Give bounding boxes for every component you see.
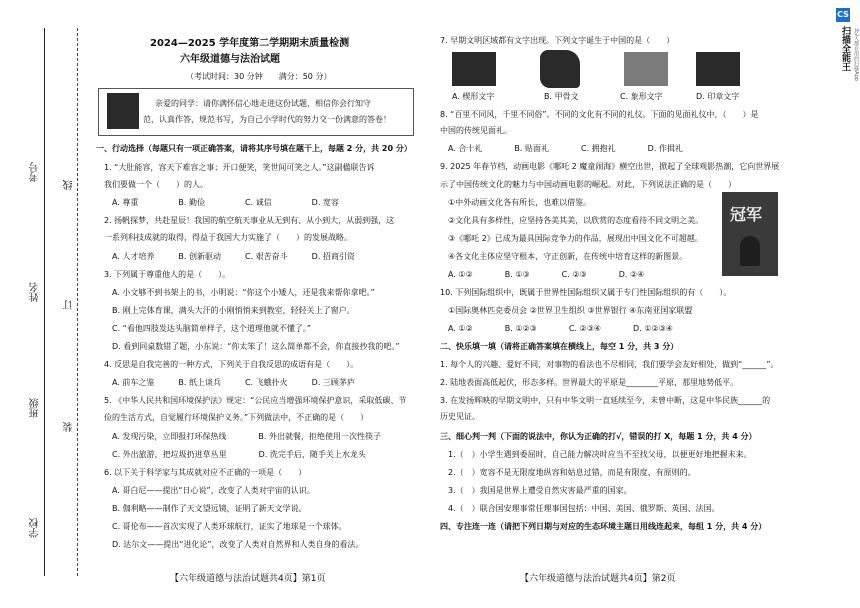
- option-label: B. 甲骨文: [544, 92, 579, 101]
- section-heading: 一、行动选择（每题只有一项正确答案，请将其序号填在题干上，每题 2 分，共 20 分）: [96, 144, 412, 153]
- option-line: A. 尊重 B. 勤俭 C. 诚信 D. 宽容: [112, 198, 339, 207]
- judge-line: 4.（ ）联合国安理事常任理事国包括：中国、美国、俄罗斯、英国、法国。: [448, 504, 720, 513]
- question-line: 历史见证。: [440, 412, 480, 421]
- question-line: 一系列科技成就的取得，得益于我国大力实施了（ ）的发展战略。: [104, 233, 352, 242]
- option-line: A. 人才培养 B. 创新驱动 C. 艰苦奋斗 D. 招商引资: [112, 252, 355, 261]
- greeting-line-1: 亲爱的同学：请你满怀信心地走进这份试题，相信你会行知守: [155, 99, 371, 108]
- exam-no-label: 考号: [30, 162, 41, 182]
- question-line: 5. 《中华人民共和国环境保护法》规定：“公民应当增强环境保护意识，采取低碳、节: [104, 396, 407, 405]
- question-line: 2. 陆地表面高低起伏，形态多样。世界最大的平原是________平原，那里地势低平。: [440, 378, 739, 387]
- exam-meta: （考试时间：30 分钟 满分：50 分）: [186, 72, 332, 81]
- section-heading: 三、细心判一判（下面的说法中，你认为正确的打√，错误的打 X，每题 1 分，共 4 分）: [440, 432, 757, 441]
- option-line: A. 小文够不到书架上的书，小明说：“你这个小矮人，还是我来帮你拿吧。”: [112, 288, 375, 297]
- section-heading: 二、快乐填一填（请将正确答案填在横线上，每空 1 分，共 3 分）: [440, 342, 679, 351]
- option-line: C. 外出旅游，把垃圾扔进草丛里 D. 洗完手后，随手关上水龙头: [112, 450, 366, 459]
- hieroglyph-image: [624, 52, 668, 86]
- binding-ding: 订: [64, 300, 75, 310]
- option-line: ②文化具有多样性，应坚持各美其美，以欣赏的态度看待不同文明之美。: [448, 216, 704, 225]
- option-line: ①中外动画文化各有所长，也难以借鉴。: [448, 198, 592, 207]
- brand-sub: 3亿人都在用的扫描App: [853, 28, 859, 81]
- option-line: B. 伽利略——制作了天文望远镜，证明了新天文学说。: [112, 504, 307, 513]
- movie-poster-image: [722, 192, 778, 276]
- binding-dashed-line: [77, 28, 78, 576]
- name-label: 姓名: [30, 282, 41, 302]
- greeting-line-2: 范，认真作答，规范书写，为自己小学时代的努力交一份满意的答卷！: [143, 115, 391, 124]
- question-line: 3. 在发扬辉映的早期文明中，只有中华文明一直延续至今，未曾中断，这是中华民族______的: [440, 396, 771, 405]
- question-line: 1. “大肚能容，容天下难容之事；开口便笑，笑世间可笑之人。”这副楹联告诉: [104, 163, 375, 172]
- seal-script-image: [696, 52, 740, 86]
- option-line: B. 刚上完体育课，满头大汗的小刚悄悄来到教室，轻轻关上了窗户。: [112, 306, 355, 315]
- question-line: 示了中国传统文化的魅力与中国动画电影的崛起。对此，下列说法正确的是（ ）: [440, 180, 736, 189]
- option-label: C. 象形文字: [620, 92, 663, 101]
- binding-xian: 线: [64, 180, 75, 190]
- question-line: 我们要做一个（ ）的人。: [104, 180, 208, 189]
- cuneiform-image: [452, 52, 496, 86]
- section-heading: 四、专注连一连（请把下列日期与对应的生态环境主题日用线连起来，每组 1 分，共 4 分）: [440, 522, 767, 531]
- question-line: 4. 反思是自我完善的一种方式，下列关于自我反思的成语有是（ ）。: [104, 360, 359, 369]
- exam-subtitle: 六年级道德与法治试题: [180, 54, 280, 65]
- option-label: A. 楔形文字: [452, 92, 495, 101]
- option-line: A. 合十礼 B. 贴面礼 C. 拥抱礼 D. 作揖礼: [448, 144, 683, 153]
- question-line: 9. 2025 年春节档，动画电影《哪吒 2 魔童闹海》横空出世，掀起了全球观影热潮，它向世界展: [440, 162, 780, 171]
- judge-line: 1.（ ）小学生遇到委屈时，自己能力解决时应当不至找父母，以便更好地把握未来。: [448, 450, 752, 459]
- poster-figure: [740, 236, 760, 266]
- option-line: D. 达尔文——提出“进化论”，改变了人类对自然界和人类自身的看法。: [112, 540, 364, 549]
- option-line: ①国际奥林匹克委员会 ②世界卫生组织 ③世界银行 ④东南亚国家联盟: [448, 306, 693, 315]
- question-line: 10. 下列国际组织中，既属于世界性国际组织又属于专门性国际组织的有（ ）。: [440, 288, 732, 297]
- judge-line: 2.（ ）宽容不是无限度地纵容和姑息过错，而是有限度、有原则的。: [448, 468, 696, 477]
- option-line: D. 看到同桌数错了题，小东说：“你太笨了！这么简单都不会，你直接抄我的吧。”: [112, 342, 400, 351]
- question-line: 2. 扬帆探梦，共赴星辰！我国的航空航天事业从无到有、从小到大，从弱到强，这: [104, 216, 395, 225]
- option-line: A. 前车之鉴 B. 纸上谈兵 C. 飞蛾扑火 D. 三顾茅庐: [112, 378, 355, 387]
- footer-page-2: 【六年级道德与法治试题共4页】第2页: [520, 574, 676, 584]
- option-label: D. 印章文字: [696, 92, 740, 101]
- oracle-bone-image: [540, 50, 580, 88]
- option-line: A. 哥白尼——提出“日心说”，改变了人类对宇宙的认识。: [112, 486, 315, 495]
- portrait-image: [107, 93, 139, 129]
- binding-solid-line: [44, 28, 45, 576]
- binding-zhuang: 装: [64, 422, 75, 432]
- question-line: 8. “百里不同风，千里不同俗”。不同的文化有不同的礼仪。下面的见面礼仪中，（ ）是: [440, 110, 759, 119]
- judge-line: 3.（ ）我国是世界上遭受自然灾害最严重的国家。: [448, 486, 632, 495]
- option-line: C. “看他四肢发达头脑简单样子，这个道理他就不懂了。”: [112, 324, 311, 333]
- option-line: ③《哪吒 2》已成为最具国际竞争力的作品，展现出中国文化不可超越。: [448, 234, 703, 243]
- option-line: A. 发现污染，立即报打环保热线 B. 外出就餐，拒绝使用一次性筷子: [112, 432, 381, 441]
- brand-badge: CS: [836, 8, 850, 22]
- question-line: 3. 下列属于尊重他人的是（ ）。: [104, 270, 231, 279]
- school-label: 学校: [30, 518, 41, 538]
- footer-page-1: 【六年级道德与法治试题共4页】第1页: [170, 574, 326, 584]
- question-line: 1. 每个人的兴趣、爱好不同，对事物的看法也不尽相同，我们要学会友好相处，做到“______”。: [440, 360, 779, 369]
- question-line: 6. 以下关于科学家与其成就对应不正确的一项是（ ）: [104, 468, 307, 477]
- question-line: 俭的生活方式，自觉履行环境保护义务。”下列做法中，不正确的是（ ）: [104, 413, 369, 422]
- greeting-banner: [98, 88, 414, 136]
- question-line: 7. 早期文明区域都有文字出现。下列文字诞生于中国的是（ ）: [440, 36, 675, 45]
- question-line: 中国的传统见面礼。: [440, 126, 512, 135]
- brand-name: 扫描全能王: [840, 26, 850, 71]
- exam-title: 2024—2025 学年度第二学期期末质量检测: [150, 38, 350, 49]
- class-label: 班级: [30, 398, 41, 418]
- poster-title: 冠军: [730, 205, 763, 224]
- option-line: A. ①② B. ①②③ C. ②③④ D. ①②③④: [448, 324, 673, 333]
- option-line: C. 哥伦布——首次实现了人类环球航行，证实了地球是一个球体。: [112, 522, 347, 531]
- option-line: A. ①② B. ①③ C. ②③ D. ②④: [448, 270, 645, 279]
- option-line: ④各文化主体应坚守根本，守正创新，在传统中培育这样的新图景。: [448, 252, 688, 261]
